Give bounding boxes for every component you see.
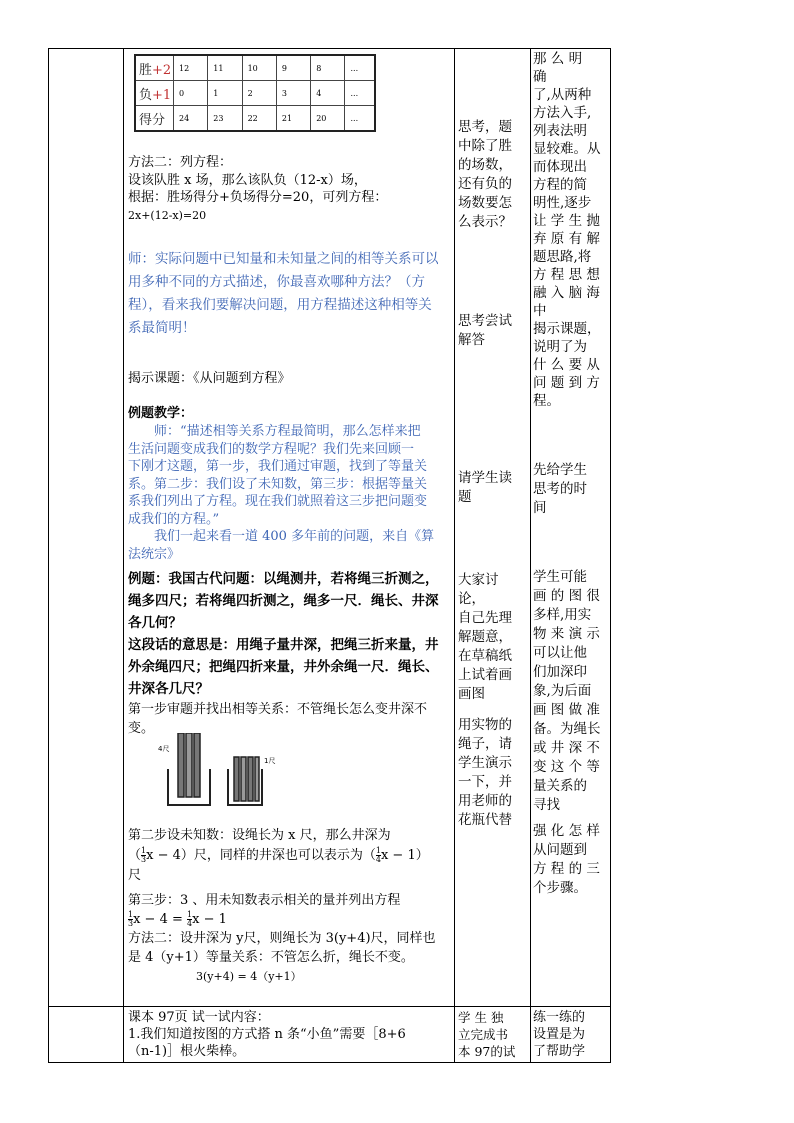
text-line: 或 井 深 不 — [533, 740, 600, 756]
example-title: 例题教学： — [128, 406, 194, 421]
table-cell: 24 — [174, 106, 208, 132]
table-cell: 10 — [242, 55, 276, 81]
text-line: 象,为后面 — [533, 683, 592, 699]
text-line: 变。 — [128, 721, 155, 736]
text-line: 量关系的 — [533, 778, 587, 794]
text-line: 从问题到 — [533, 842, 587, 858]
method-two-title: 方法二：列方程： — [128, 155, 233, 170]
text-line: 生活问题变成我们的数学方程呢？我们先来回顾一 — [128, 441, 415, 457]
text-line: 而体现出 — [533, 159, 587, 175]
text-line: 系最简明！ — [128, 320, 196, 336]
teacher-remark-1 — [128, 248, 453, 340]
step-three-equation — [128, 910, 453, 929]
score-table — [134, 54, 376, 132]
text-line: 先给学生 — [533, 462, 587, 478]
text-line: 根据：胜场得分+负场得分=20，可列方程： — [128, 190, 388, 205]
text-line: 设该队胜 x 场，那么该队负（12-x）场， — [128, 172, 367, 188]
text-line: 绳多四尺；若将绳四折测之，绳多一尺．绳长、井深 — [128, 593, 439, 609]
method-two-equation: 2x+(12-x)=20 — [128, 208, 207, 222]
example-problem — [128, 568, 453, 700]
rope-strand — [255, 757, 259, 801]
fraction-numerator: 1 — [141, 846, 147, 855]
table-border-top — [48, 48, 611, 49]
text-line: 成我们的方程。” — [128, 511, 220, 527]
step-two-expression — [128, 846, 453, 866]
text-line: 题思路,将 — [533, 249, 592, 265]
text-line: 学生演示 — [458, 755, 512, 771]
table-cell: 21 — [276, 106, 310, 132]
text-line: 这段话的意思是：用绳子量井深，把绳三折来量，井 — [128, 637, 439, 653]
text-line: 大家讨论， — [458, 572, 499, 607]
table-divider-1 — [123, 48, 124, 1063]
rope-strand — [194, 733, 200, 797]
fraction-numerator: 1 — [128, 910, 134, 919]
text-line: 多样,用实 — [533, 607, 592, 623]
text-line: 间 — [533, 500, 547, 516]
text-line: 解题意， — [458, 629, 512, 645]
design-intent-1 — [533, 50, 609, 410]
table-cell: 0 — [174, 81, 208, 106]
text-line: 画 的 图 很 — [533, 588, 600, 604]
text-line: 备。为绳长 — [533, 721, 601, 737]
text-line: 练一练的 — [533, 1010, 586, 1025]
table-border-left — [48, 48, 49, 1063]
text-line: 本 97的试 — [458, 1044, 516, 1059]
rope-strand — [248, 757, 253, 801]
text-line: 明性,逐步 — [533, 195, 592, 211]
text-line: 师：“描述相等关系方程最简明，那么怎样来把 — [128, 424, 421, 439]
text-line: 什 么 要 从 — [533, 357, 600, 373]
table-cell: 9 — [276, 55, 310, 81]
text-line: 画 图 做 准 — [533, 702, 600, 718]
text-line: 画图 — [458, 686, 485, 702]
design-intent-3 — [533, 568, 609, 815]
table-row — [135, 106, 375, 132]
table-divider-3 — [530, 48, 531, 1063]
text-line: 变 这 个 等 — [533, 759, 600, 775]
table-border-right — [610, 48, 611, 1063]
row-label-win: 胜+2 — [135, 55, 174, 81]
student-activity-1 — [458, 118, 524, 232]
student-activity-3 — [458, 469, 524, 507]
fraction-denominator: 4 — [375, 855, 381, 864]
text-line: 寻找 — [533, 797, 560, 813]
text-line: 方 程 思 想 — [533, 267, 600, 283]
fraction-numerator: 1 — [187, 910, 193, 919]
student-activity-5 — [458, 716, 524, 830]
text-line: 外余绳四尺；把绳四折来量，井外余绳一尺．绳长、 — [128, 659, 439, 675]
text-line: 用实物的 — [458, 717, 512, 733]
text-line: 法统宗》 — [128, 546, 181, 562]
text-line: 第二步设未知数：设绳长为 x 尺，那么井深为 — [128, 828, 391, 843]
text-line: 让 学 生 抛 — [533, 213, 600, 229]
text-line: 第三步：3 、用未知数表示相关的量并列出方程 — [128, 893, 401, 908]
table-cell: ... — [345, 55, 375, 81]
student-activity-6 — [458, 1009, 524, 1060]
text-line: 了帮助学 — [533, 1044, 586, 1059]
text-line: 中除了胜 — [458, 138, 512, 154]
text-line: 个步骤。 — [533, 880, 587, 896]
text-line: 思考的时 — [533, 481, 587, 497]
fraction-numerator: 1 — [375, 846, 381, 855]
text-line: 中 — [533, 303, 547, 319]
fraction-denominator: 3 — [128, 919, 134, 928]
text-line: 场数要怎 — [458, 195, 512, 211]
table-cell: 12 — [174, 55, 208, 81]
rope-strand — [234, 757, 239, 801]
design-intent-4 — [533, 822, 609, 898]
fraction-denominator: 3 — [141, 855, 147, 864]
text-line: 是 4（y+1）等量关系：不管怎么折，绳长不变。 — [128, 950, 414, 965]
text-line: （n-1)］根火柴棒。 — [128, 1044, 246, 1059]
table-cell: 20 — [311, 106, 345, 132]
rope-strand — [186, 733, 192, 797]
table-cell: 2 — [242, 81, 276, 106]
student-activity-2 — [458, 312, 524, 350]
text-line: 们加深印 — [533, 664, 587, 680]
text-line: 物 来 演 示 — [533, 626, 600, 642]
table-cell: 8 — [311, 55, 345, 81]
text-fragment: x − 1 — [192, 912, 227, 927]
step-two — [128, 826, 453, 886]
table-cell: 4 — [311, 81, 345, 106]
text-fragment: x − 1） — [380, 848, 429, 863]
figure-label-4: 4尺 — [158, 745, 170, 753]
text-line: 1.我们知道按图的方式搭 n 条“小鱼”需要［8+6 — [128, 1027, 406, 1042]
text-line: 方 程 的 三 — [533, 861, 600, 877]
text-line: 课本 97页 试一试内容： — [128, 1010, 270, 1025]
text-line: 方法入手, — [533, 105, 592, 121]
text-line: 上试着画 — [458, 667, 512, 683]
fraction-denominator: 4 — [187, 919, 193, 928]
text-line: 可以让他 — [533, 645, 587, 661]
text-line: 一下，并 — [458, 774, 512, 790]
text-line: 在草稿纸 — [458, 648, 512, 664]
table-divider-2 — [454, 48, 455, 1063]
text-fragment: x − 4 = — [133, 912, 188, 927]
student-activity-4 — [458, 571, 524, 704]
text-line: 用老师的 — [458, 793, 512, 809]
table-cell: 22 — [242, 106, 276, 132]
text-line: 系我们列出了方程。现在我们就照着这三步把问题变 — [128, 494, 428, 509]
text-line: 强 化 怎 样 — [533, 823, 600, 839]
table-cell: 23 — [208, 106, 242, 132]
table-row-divider — [48, 1006, 611, 1007]
text-fragment: x − 4）尺，同样的井深也可以表示为（ — [146, 848, 376, 863]
method-two-block — [128, 154, 453, 224]
text-line: 方程的简 — [533, 177, 587, 193]
text-line: 方法二：设井深为 y尺，则绳长为 3(y+4)尺，同样也 — [128, 931, 436, 946]
text-line: 问 题 到 方 — [533, 375, 600, 391]
design-intent-5 — [533, 1009, 609, 1060]
text-line: 立完成书 — [458, 1027, 509, 1042]
row-label-loss: 负+1 — [135, 81, 174, 106]
text-line: 例题：我国古代问题：以绳测井，若将绳三折测之， — [128, 571, 439, 587]
table-row — [135, 81, 375, 106]
text-line: 各几何？ — [128, 615, 182, 631]
text-line: 揭示课题， — [533, 321, 601, 337]
text-line: 系。第二步：我们设了未知数，第三步：根据等量关 — [128, 476, 428, 492]
lesson-table — [48, 48, 611, 1063]
text-line: 了,从两种 — [533, 87, 592, 103]
text-line: 绳子，请 — [458, 736, 512, 752]
text-line: 自己先理 — [458, 610, 512, 626]
text-line: 还有负的 — [458, 176, 512, 192]
text-line: 花瓶代替 — [458, 812, 512, 828]
text-line: 说明了为 — [533, 339, 587, 355]
text-fragment: （ — [128, 848, 142, 863]
text-line: 程），看来我们要解决问题，用方程描述这种相等关 — [128, 297, 432, 313]
text-line: 学生可能 — [533, 569, 587, 585]
text-line: 列表法明 — [533, 123, 587, 139]
figure-label-1: 1尺 — [264, 757, 276, 765]
table-cell: 3 — [276, 81, 310, 106]
text-line: 设置是为 — [533, 1027, 586, 1042]
table-row — [135, 55, 375, 81]
text-line: 显较难。从 — [533, 141, 601, 157]
step-three — [128, 891, 453, 986]
text-line: 解答 — [458, 332, 485, 348]
topic-line: 揭示课题：《从问题到方程》 — [128, 371, 291, 386]
text-line: 用多种不同的方式描述，你最喜欢哪种方法？（方 — [128, 274, 425, 290]
teacher-remark-2 — [128, 423, 453, 563]
rope-strand — [241, 757, 246, 801]
table-cell: 1 — [208, 81, 242, 106]
text-line: 思考，题 — [458, 119, 512, 135]
text-line: 井深各几尺？ — [128, 681, 209, 697]
table-border-bottom — [48, 1062, 611, 1063]
text-line: 第一步审题并找出相等关系：不管绳长怎么变井深不 — [128, 702, 428, 717]
text-line: 尺 — [128, 868, 142, 883]
text-line: 融 入 脑 海 — [533, 285, 600, 301]
text-line: 么表示？ — [458, 214, 512, 230]
text-line: 弃 原 有 解 — [533, 231, 600, 247]
rope-strand — [178, 733, 184, 797]
table-cell: ... — [345, 81, 375, 106]
text-line: 那 么 明 — [533, 51, 583, 67]
text-line: 题 — [458, 489, 472, 505]
well-rope-figure — [158, 733, 278, 808]
alt-equation: 3(y+4) = 4（y+1） — [196, 970, 302, 983]
text-line: 下刚才这题，第一步，我们通过审题，找到了等量关 — [128, 459, 428, 474]
text-line: 我们一起来看一道 400 多年前的问题，来自《算 — [128, 529, 435, 544]
text-line: 确 — [533, 69, 547, 85]
table-cell: ... — [345, 106, 375, 132]
homework-block — [128, 1009, 453, 1060]
text-line: 的场数， — [458, 157, 512, 173]
text-line: 程。 — [533, 393, 560, 409]
text-line: 学 生 独 — [458, 1010, 504, 1025]
text-line: 思考尝试 — [458, 313, 512, 329]
design-intent-2 — [533, 461, 609, 518]
row-label-score: 得分 — [135, 106, 174, 132]
text-line: 请学生读 — [458, 470, 512, 486]
table-cell: 11 — [208, 55, 242, 81]
text-line: 师：实际问题中已知量和未知量之间的相等关系可以 — [128, 251, 439, 267]
